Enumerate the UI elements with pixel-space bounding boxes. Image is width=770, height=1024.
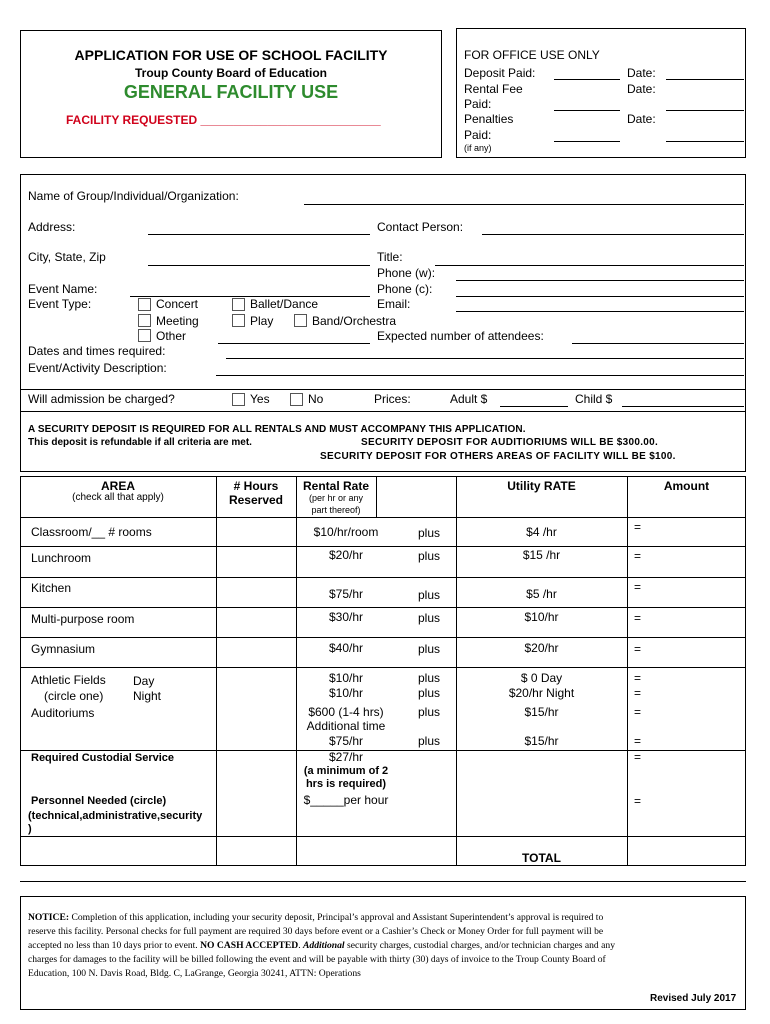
- auditoriums-plus-2: plus: [418, 734, 441, 748]
- penalties-paid-field[interactable]: [554, 141, 620, 142]
- contact-label: Contact Person:: [377, 220, 464, 234]
- child-price-field[interactable]: [622, 406, 744, 407]
- multipurpose-plus: plus: [418, 611, 441, 625]
- multipurpose-label: Multi-purpose room: [31, 612, 135, 626]
- athletic-row[interactable]: [28, 673, 106, 687]
- kitchen-rental: $75/hr: [328, 587, 364, 601]
- auditoriums-label: Auditoriums: [31, 706, 95, 720]
- event-type-label: Event Type:: [28, 297, 92, 311]
- area-header: AREA: [100, 479, 135, 493]
- athletic-night-option[interactable]: Night: [133, 689, 162, 703]
- custodial-amount[interactable]: =: [634, 750, 642, 764]
- rental-header: Rental Rate: [302, 479, 370, 493]
- concert-label: Concert: [156, 297, 199, 311]
- additional-text: Additional: [303, 940, 345, 951]
- deposit-notice-line2: This deposit is refundable if all criteria are met.: [28, 437, 252, 448]
- penalties-date-label: Date:: [627, 112, 656, 126]
- revised-date: Revised July 2017: [650, 993, 737, 1004]
- auditoriums-row[interactable]: [28, 706, 94, 720]
- facility-type-heading: GENERAL FACILITY USE: [123, 82, 339, 102]
- admission-yes-label: Yes: [250, 392, 270, 406]
- athletic-plus-2: plus: [418, 686, 441, 700]
- attendees-label: Expected number of attendees:: [377, 329, 544, 343]
- other-checkbox[interactable]: [138, 329, 151, 342]
- phone-w-label: Phone (w):: [377, 266, 436, 280]
- athletic-utility-day: $ 0 Day: [520, 671, 563, 685]
- notice-label: NOTICE:: [28, 912, 70, 923]
- auditoriums-amount-1[interactable]: =: [634, 705, 642, 719]
- no-cash-text: NO CASH ACCEPTED: [197, 940, 299, 951]
- auditoriums-utility-2: $15/hr: [524, 734, 559, 748]
- utility-header: Utility RATE: [507, 479, 576, 493]
- personnel-amount[interactable]: =: [634, 794, 642, 808]
- admission-no-checkbox[interactable]: [290, 393, 303, 406]
- personnel-label: Personnel Needed (circle): [31, 795, 167, 807]
- child-price-label: Child $: [575, 392, 613, 406]
- other-field[interactable]: [218, 343, 370, 344]
- notice-line2: reserve this facility. Personal checks for full payment are required 30 days before event or a Cashier’s Check or Money Order for full payment will be: [28, 926, 604, 937]
- other-label: Other: [156, 329, 187, 343]
- ballet-label: Ballet/Dance: [250, 297, 319, 311]
- rental-fee-paid-field[interactable]: [554, 110, 620, 111]
- auditoriums-rental-1: $600 (1-4 hrs): [308, 705, 384, 719]
- if-any-note: (if any): [464, 143, 492, 153]
- notice-text: [28, 911, 742, 981]
- athletic-amount-2[interactable]: =: [634, 686, 642, 700]
- classroom-label: Classroom/__ # rooms: [31, 525, 152, 539]
- phone-c-label: Phone (c):: [377, 282, 433, 296]
- dates-label: Dates and times required:: [28, 344, 166, 358]
- deposit-date-label: Date:: [627, 66, 656, 80]
- athletic-plus-1: plus: [418, 671, 441, 685]
- personnel-options-end: ): [28, 823, 32, 835]
- athletic-utility-night: $20/hr Night: [508, 686, 575, 700]
- classroom-rental: $10/hr/room: [313, 525, 379, 539]
- contact-field[interactable]: [482, 234, 744, 235]
- address-field[interactable]: [148, 234, 370, 235]
- description-field[interactable]: [216, 375, 744, 376]
- admission-divider: [20, 411, 746, 412]
- rental-date-label: Date:: [627, 82, 656, 96]
- auditoriums-rental-2: Additional time: [306, 719, 386, 733]
- kitchen-row[interactable]: [28, 581, 71, 595]
- penalties-paid-label: Paid:: [464, 128, 492, 142]
- penalties-label: Penalties: [464, 112, 514, 126]
- city-label: City, State, Zip: [28, 250, 106, 264]
- auditoriums-plus-1: plus: [418, 705, 441, 719]
- notice-line5: Education, 100 N. Davis Road, Bldg. C, LaGrange, Georgia 30241, ATTN: Operations: [28, 968, 361, 979]
- athletic-circle-note: (circle one): [44, 689, 104, 703]
- gymnasium-amount[interactable]: =: [634, 642, 642, 656]
- classroom-utility: $4 /hr: [526, 525, 557, 539]
- total-label: TOTAL: [522, 851, 561, 865]
- custodial-rental-1: $27/hr: [328, 750, 364, 764]
- athletic-day-option[interactable]: Day: [133, 674, 155, 688]
- description-field-2[interactable]: [20, 389, 746, 390]
- rental-fee-label: Rental Fee: [464, 82, 523, 96]
- kitchen-amount[interactable]: =: [634, 580, 642, 594]
- admission-no-label: No: [308, 392, 324, 406]
- multipurpose-rental: $30/hr: [328, 610, 364, 624]
- lunchroom-row[interactable]: [28, 551, 91, 565]
- gymnasium-plus: plus: [418, 642, 441, 656]
- gymnasium-rental: $40/hr: [328, 641, 364, 655]
- notice-line3a: accepted no less than 10 days prior to event.: [28, 940, 198, 951]
- title-label: Title:: [377, 250, 403, 264]
- phone-c-field[interactable]: [456, 296, 744, 297]
- athletic-rental-night: $10/hr: [328, 686, 364, 700]
- play-label: Play: [250, 314, 274, 328]
- lunchroom-amount[interactable]: =: [634, 549, 642, 563]
- kitchen-utility: $5 /hr: [526, 587, 557, 601]
- event-name-label: Event Name:: [28, 282, 98, 296]
- area-subheader: (check all that apply): [72, 492, 164, 503]
- band-label: Band/Orchestra: [312, 314, 397, 328]
- band-checkbox[interactable]: [294, 314, 307, 327]
- notice-line1: Completion of this application, including your security deposit, Principal’s approval and Assistant Superintendent’s approval is required to: [69, 912, 604, 923]
- adult-price-field[interactable]: [500, 406, 568, 407]
- address-label: Address:: [28, 220, 76, 234]
- section-divider: [20, 881, 746, 882]
- athletic-amount-1[interactable]: =: [634, 671, 642, 685]
- personnel-rental[interactable]: $_____per hour: [303, 793, 389, 807]
- city-field[interactable]: [148, 265, 370, 266]
- play-checkbox[interactable]: [232, 314, 245, 327]
- ballet-checkbox[interactable]: [232, 298, 245, 311]
- auditoriums-rental-3: $75/hr: [328, 734, 364, 748]
- custodial-rental-3: hrs is required): [305, 778, 387, 790]
- form-title: APPLICATION FOR USE OF SCHOOL FACILITY: [74, 47, 388, 63]
- athletic-rental-day: $10/hr: [328, 671, 364, 685]
- notice-line3e: security charges, custodial charges, and/or technician charges and any: [344, 940, 615, 951]
- description-label: Event/Activity Description:: [28, 361, 167, 375]
- meeting-checkbox[interactable]: [138, 314, 151, 327]
- deposit-paid-field[interactable]: [554, 79, 620, 80]
- name-label: Name of Group/Individual/Organization:: [28, 189, 239, 203]
- concert-checkbox[interactable]: [138, 298, 151, 311]
- deposit-paid-label: Deposit Paid:: [464, 66, 536, 80]
- auditoriums-utility-1: $15/hr: [524, 705, 559, 719]
- phone-w-field[interactable]: [456, 280, 744, 281]
- lunchroom-rental: $20/hr: [328, 548, 364, 562]
- adult-price-label: Adult $: [450, 392, 488, 406]
- rental-date-field[interactable]: [666, 110, 744, 111]
- title-field[interactable]: [435, 265, 744, 266]
- multipurpose-row[interactable]: [28, 612, 134, 626]
- facility-requested-field[interactable]: FACILITY REQUESTED ___________________________: [66, 113, 381, 127]
- gymnasium-label: Gymnasium: [31, 642, 96, 656]
- personnel-options[interactable]: (technical,administrative,security: [28, 810, 203, 822]
- classroom-amount[interactable]: =: [634, 520, 642, 534]
- email-field[interactable]: [456, 311, 744, 312]
- office-use-title: FOR OFFICE USE ONLY: [464, 48, 600, 62]
- gymnasium-row[interactable]: [28, 642, 95, 656]
- classroom-row[interactable]: [28, 525, 152, 539]
- prices-label: Prices:: [374, 392, 411, 406]
- personnel-row[interactable]: [28, 795, 166, 807]
- penalties-date-field[interactable]: [666, 141, 744, 142]
- amount-header: Amount: [663, 479, 710, 493]
- custodial-rental-2: (a minimum of 2: [303, 765, 389, 777]
- form-subtitle: Troup County Board of Education: [135, 66, 327, 80]
- notice-line3c: .: [298, 940, 303, 951]
- admission-label: Will admission be charged?: [28, 392, 175, 406]
- email-label: Email:: [377, 297, 411, 311]
- meeting-label: Meeting: [156, 314, 199, 328]
- custodial-row[interactable]: [28, 752, 174, 764]
- hours-header-2: Reserved: [228, 493, 284, 507]
- notice-line4: charges for damages to the facility will be billed following the event and will be payable with thirty (30) days of invoice to the Troup County Board of: [28, 954, 606, 965]
- custodial-label: Required Custodial Service: [31, 752, 175, 764]
- multipurpose-utility: $10/hr: [524, 610, 559, 624]
- classroom-plus: plus: [418, 526, 441, 540]
- multipurpose-amount[interactable]: =: [634, 611, 642, 625]
- dates-field[interactable]: [226, 358, 744, 359]
- kitchen-label: Kitchen: [31, 581, 72, 595]
- hours-header: # Hours: [233, 479, 279, 493]
- deposit-notice-line1: A SECURITY DEPOSIT IS REQUIRED FOR ALL RENTALS AND MUST ACCOMPANY THIS APPLICATION.: [28, 424, 526, 435]
- auditoriums-amount-2[interactable]: =: [634, 734, 642, 748]
- admission-yes-checkbox[interactable]: [232, 393, 245, 406]
- lunchroom-label: Lunchroom: [31, 551, 92, 565]
- auditorium-deposit-note: SECURITY DEPOSIT FOR AUDITIORIUMS WILL BE $300.00.: [361, 437, 659, 448]
- name-field[interactable]: [304, 204, 744, 205]
- athletic-label: Athletic Fields: [31, 673, 106, 687]
- deposit-date-field[interactable]: [666, 79, 744, 80]
- lunchroom-utility: $15 /hr: [522, 548, 561, 562]
- gymnasium-utility: $20/hr: [524, 641, 559, 655]
- rental-subheader: (per hr or any part thereof): [308, 493, 364, 515]
- rental-fee-paid-label: Paid:: [464, 97, 492, 111]
- kitchen-plus: plus: [418, 588, 441, 602]
- other-deposit-note: SECURITY DEPOSIT FOR OTHERS AREAS OF FACILITY WILL BE $100.: [320, 451, 676, 462]
- lunchroom-plus: plus: [418, 549, 441, 563]
- attendees-field[interactable]: [572, 343, 744, 344]
